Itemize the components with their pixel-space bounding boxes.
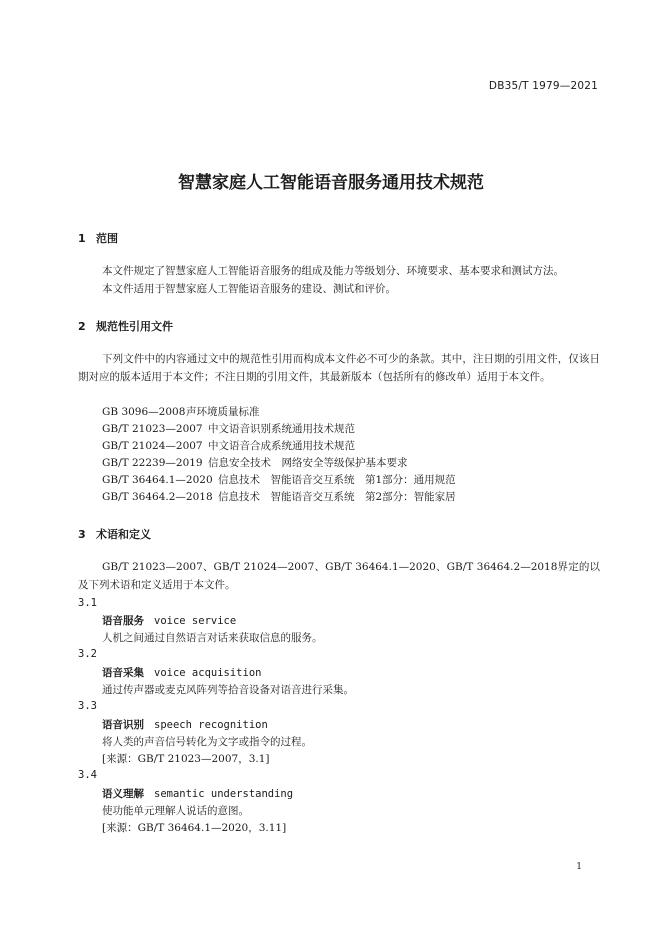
term-zh: 语音服务	[102, 615, 144, 627]
reference-title: 中文语音识别系统通用技术规范	[208, 423, 355, 435]
reference-item	[102, 421, 355, 436]
reference-item	[102, 438, 355, 453]
term-definition: 人机之间通过自然语言对话来获取信息的服务。	[102, 632, 323, 644]
reference-title: 信息安全技术 网络安全等级保护基本要求	[208, 457, 408, 469]
scope-paragraph: 本文件规定了智慧家庭人工智能语音服务的组成及能力等级划分、环境要求、基本要求和测试方法。	[102, 265, 564, 277]
term-number: 3.4	[78, 769, 97, 781]
reference-title: 信息技术 智能语音交互系统 第2部分：智能家居	[218, 491, 456, 503]
section-2-heading	[78, 318, 173, 334]
document-title: 智慧家庭人工智能语音服务通用技术规范	[178, 173, 484, 193]
term-en: semantic understanding	[154, 788, 294, 800]
term-number: 3.3	[78, 700, 97, 712]
term-heading	[102, 613, 236, 628]
section-3-heading	[78, 526, 151, 542]
term-number: 3.1	[78, 597, 97, 609]
reference-code: GB/T 22239—2019	[102, 457, 203, 469]
reference-code: GB/T 36464.1—2020	[102, 474, 213, 486]
term-number: 3.2	[78, 648, 97, 660]
section-1-heading	[78, 230, 118, 246]
reference-code: GB/T 21024—2007	[102, 440, 203, 452]
reference-title: 信息技术 智能语音交互系统 第1部分：通用规范	[218, 474, 456, 486]
reference-item	[102, 455, 408, 470]
scope-paragraph: 本文件适用于智慧家庭人工智能语音服务的建设、测试和评价。	[102, 283, 396, 295]
section-title: 范围	[96, 232, 118, 245]
term-zh: 语义理解	[102, 788, 144, 800]
reference-code: GB/T 36464.2—2018	[102, 491, 213, 503]
section-title: 术语和定义	[96, 528, 151, 541]
section-number: 1	[78, 232, 86, 245]
term-heading	[102, 665, 261, 680]
term-en: voice service	[154, 615, 237, 627]
term-heading	[102, 717, 268, 732]
term-en: voice acquisition	[154, 667, 262, 679]
term-heading	[102, 786, 293, 801]
normative-references-intro: 下列文件中的内容通过文中的规范性引用而构成本文件必不可少的条款。其中，注日期的引用文件，仅该日期对应的版本适用于本文件；不注日期的引用文件，其最新版本（包括所有的修改单）适用于本文件。	[78, 353, 600, 383]
reference-code: GB/T 21023—2007	[102, 423, 203, 435]
section-number: 3	[78, 528, 86, 541]
term-source: [来源：GB/T 36464.1—2020，3.11]	[102, 822, 287, 834]
term-definition: 使功能单元理解人说话的意图。	[102, 805, 249, 817]
term-zh: 语音识别	[102, 719, 144, 731]
reference-item	[102, 404, 260, 419]
terms-intro: GB/T 21023—2007、GB/T 21024—2007、GB/T 36464.1—2020、GB/T 36464.2—2018界定的以及下列术语和定义适用于本文件。	[78, 561, 600, 591]
document-code: DB35/T 1979—2021	[488, 80, 598, 92]
reference-title: 声环境质量标准	[186, 406, 260, 418]
term-en: speech recognition	[154, 719, 268, 731]
reference-item	[102, 489, 456, 504]
term-definition: 通过传声器或麦克风阵列等拾音设备对语音进行采集。	[102, 684, 354, 696]
term-definition: 将人类的声音信号转化为文字或指令的过程。	[102, 736, 312, 748]
page-number: 1	[576, 862, 582, 872]
reference-title: 中文语音合成系统通用技术规范	[208, 440, 355, 452]
section-number: 2	[78, 320, 86, 333]
reference-item	[102, 472, 456, 487]
reference-code: GB 3096—2008	[102, 406, 186, 418]
term-source: [来源：GB/T 21023—2007，3.1]	[102, 753, 270, 765]
section-title: 规范性引用文件	[96, 320, 173, 333]
term-zh: 语音采集	[102, 667, 144, 679]
